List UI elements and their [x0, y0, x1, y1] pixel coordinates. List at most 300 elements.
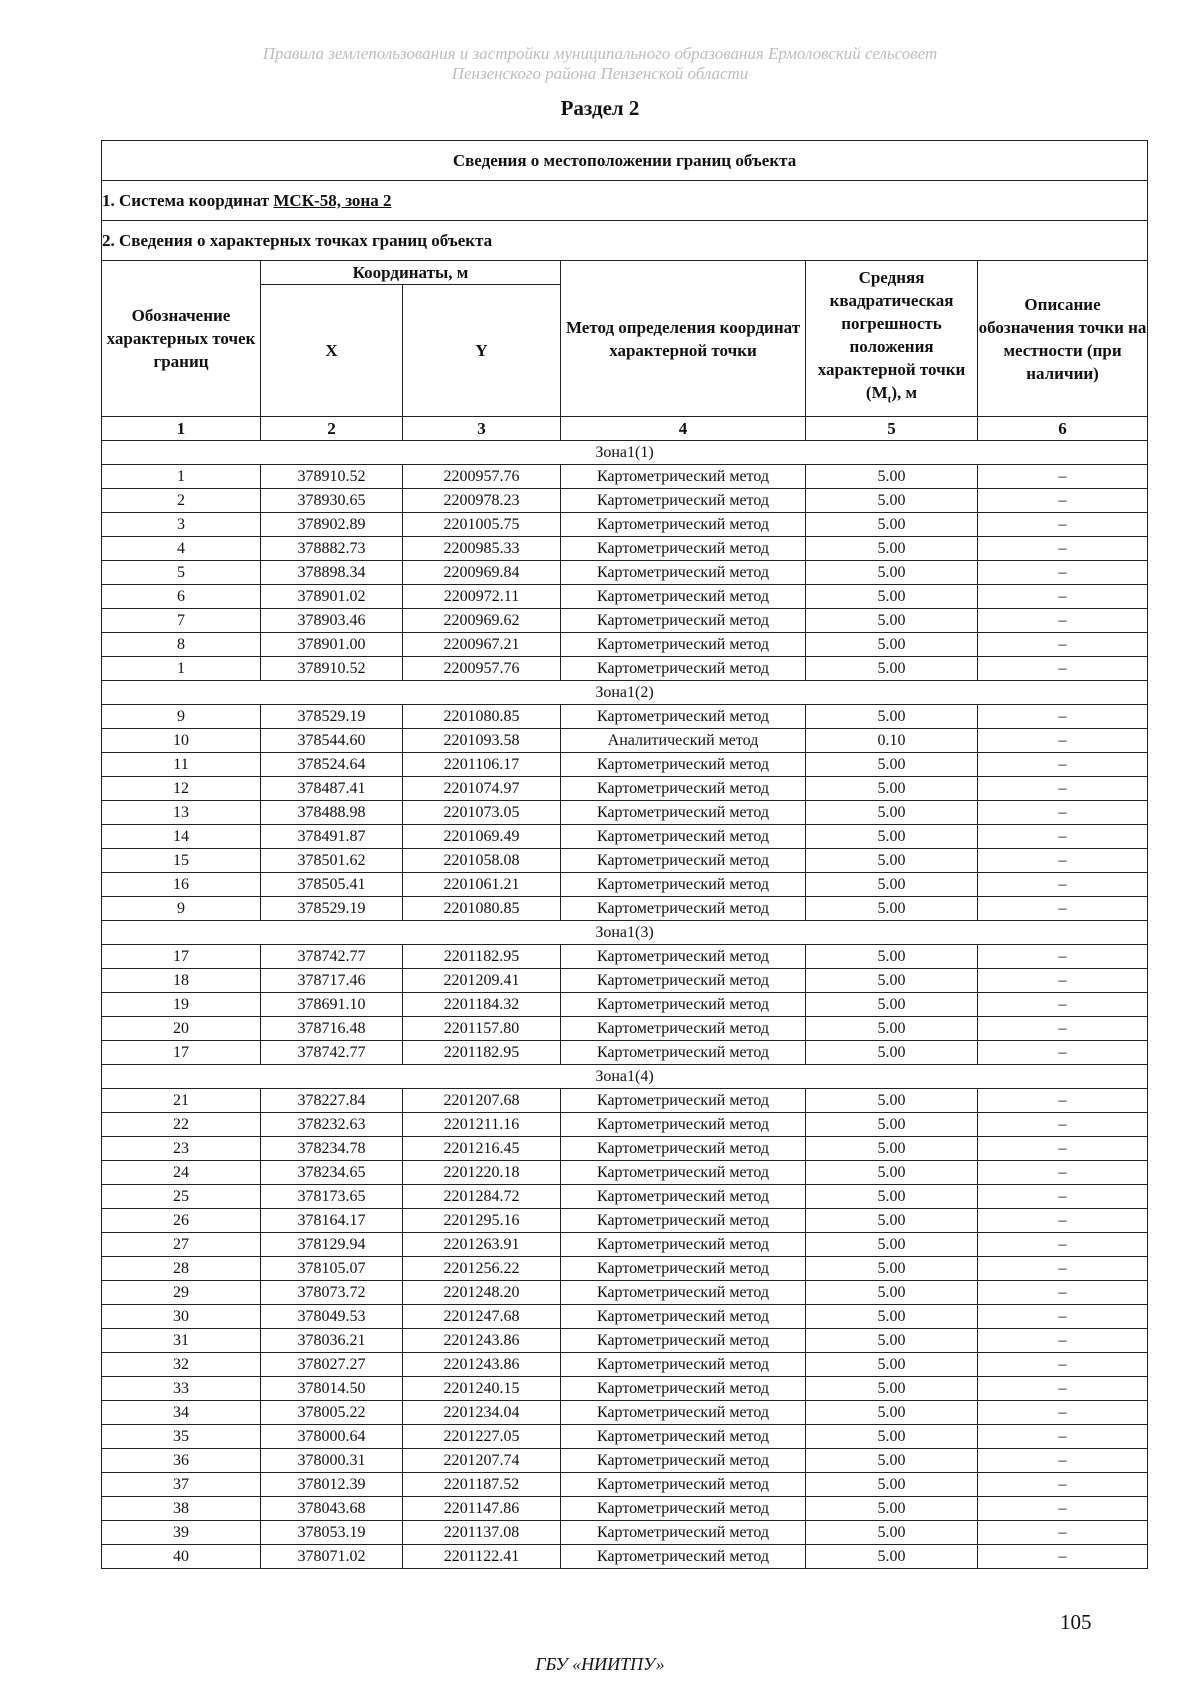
description-cell: – [978, 657, 1148, 681]
coord-system-value: МСК-58, зона 2 [273, 190, 392, 210]
table-row [102, 465, 1148, 489]
x-coord-cell: 378529.19 [261, 897, 403, 921]
table-row [102, 969, 1148, 993]
method-cell: Картометрический метод [561, 1161, 806, 1185]
description-cell: – [978, 705, 1148, 729]
method-cell: Картометрический метод [561, 993, 806, 1017]
table-row [102, 633, 1148, 657]
point-id-cell: 17 [102, 1041, 261, 1065]
x-coord-cell: 378488.98 [261, 801, 403, 825]
description-cell: – [978, 1329, 1148, 1353]
method-cell: Картометрический метод [561, 897, 806, 921]
point-id-cell: 33 [102, 1377, 261, 1401]
error-cell: 5.00 [806, 1233, 978, 1257]
method-cell: Картометрический метод [561, 1113, 806, 1137]
point-id-cell: 31 [102, 1329, 261, 1353]
y-coord-cell: 2201248.20 [403, 1281, 561, 1305]
method-cell: Картометрический метод [561, 1209, 806, 1233]
error-cell: 5.00 [806, 1497, 978, 1521]
zone-header-row [102, 921, 1148, 945]
running-header-line2: Пензенского района Пензенской области [451, 64, 749, 83]
y-coord-cell: 2201061.21 [403, 873, 561, 897]
header-error-suffix: ), м [891, 382, 918, 402]
method-cell: Картометрический метод [561, 1089, 806, 1113]
header-x: X [261, 285, 403, 417]
x-coord-cell: 378491.87 [261, 825, 403, 849]
method-cell: Картометрический метод [561, 1017, 806, 1041]
point-id-cell: 37 [102, 1473, 261, 1497]
x-coord-cell: 378901.00 [261, 633, 403, 657]
point-id-cell: 25 [102, 1185, 261, 1209]
column-number: 6 [978, 417, 1148, 441]
table-row [102, 1473, 1148, 1497]
x-coord-cell: 378053.19 [261, 1521, 403, 1545]
y-coord-cell: 2200969.84 [403, 561, 561, 585]
header-description: Описание обозначения точки на местности (при наличии) [978, 261, 1148, 417]
description-cell: – [978, 1185, 1148, 1209]
method-cell: Картометрический метод [561, 1401, 806, 1425]
error-cell: 5.00 [806, 1401, 978, 1425]
point-id-cell: 19 [102, 993, 261, 1017]
x-coord-cell: 378234.78 [261, 1137, 403, 1161]
x-coord-cell: 378717.46 [261, 969, 403, 993]
error-cell: 5.00 [806, 1113, 978, 1137]
description-cell: – [978, 1449, 1148, 1473]
x-coord-cell: 378882.73 [261, 537, 403, 561]
y-coord-cell: 2201234.04 [403, 1401, 561, 1425]
method-cell: Картометрический метод [561, 1281, 806, 1305]
points-title: 2. Сведения о характерных точках границ объекта [102, 221, 1148, 261]
description-cell: – [978, 945, 1148, 969]
error-cell: 5.00 [806, 1017, 978, 1041]
point-id-cell: 32 [102, 1353, 261, 1377]
x-coord-cell: 378691.10 [261, 993, 403, 1017]
table-row [102, 1041, 1148, 1065]
method-cell: Картометрический метод [561, 1425, 806, 1449]
zone-header-row [102, 1065, 1148, 1089]
table-row [102, 873, 1148, 897]
description-cell: – [978, 849, 1148, 873]
table-row [102, 1161, 1148, 1185]
method-cell: Картометрический метод [561, 1353, 806, 1377]
error-cell: 5.00 [806, 705, 978, 729]
header-error-text: Средняя квадратическая погрешность положения характерной точки (M [817, 267, 966, 402]
point-id-cell: 9 [102, 705, 261, 729]
zone-name: Зона1(3) [102, 921, 1148, 945]
point-id-cell: 12 [102, 777, 261, 801]
page-number: 105 [1060, 1610, 1092, 1634]
description-cell: – [978, 513, 1148, 537]
point-id-cell: 10 [102, 729, 261, 753]
point-id-cell: 11 [102, 753, 261, 777]
point-id-cell: 8 [102, 633, 261, 657]
error-cell: 5.00 [806, 801, 978, 825]
point-id-cell: 39 [102, 1521, 261, 1545]
y-coord-cell: 2201005.75 [403, 513, 561, 537]
method-cell: Картометрический метод [561, 609, 806, 633]
description-cell: – [978, 1473, 1148, 1497]
zone-name: Зона1(1) [102, 441, 1148, 465]
y-coord-cell: 2201184.32 [403, 993, 561, 1017]
y-coord-cell: 2201074.97 [403, 777, 561, 801]
running-header [100, 44, 1100, 84]
description-cell: – [978, 873, 1148, 897]
error-cell: 5.00 [806, 1329, 978, 1353]
description-cell: – [978, 753, 1148, 777]
method-cell: Картометрический метод [561, 1473, 806, 1497]
method-cell: Картометрический метод [561, 465, 806, 489]
zone-header-row [102, 681, 1148, 705]
method-cell: Картометрический метод [561, 801, 806, 825]
point-id-cell: 13 [102, 801, 261, 825]
description-cell: – [978, 1305, 1148, 1329]
x-coord-cell: 378910.52 [261, 465, 403, 489]
x-coord-cell: 378105.07 [261, 1257, 403, 1281]
error-cell: 5.00 [806, 1305, 978, 1329]
table-row [102, 1545, 1148, 1569]
error-cell: 5.00 [806, 1257, 978, 1281]
y-coord-cell: 2201243.86 [403, 1353, 561, 1377]
y-coord-cell: 2201227.05 [403, 1425, 561, 1449]
description-cell: – [978, 993, 1148, 1017]
description-cell: – [978, 609, 1148, 633]
y-coord-cell: 2201240.15 [403, 1377, 561, 1401]
table-row [102, 1185, 1148, 1209]
description-cell: – [978, 825, 1148, 849]
x-coord-cell: 378898.34 [261, 561, 403, 585]
point-id-cell: 28 [102, 1257, 261, 1281]
method-cell: Картометрический метод [561, 1305, 806, 1329]
method-cell: Картометрический метод [561, 849, 806, 873]
x-coord-cell: 378012.39 [261, 1473, 403, 1497]
point-id-cell: 1 [102, 465, 261, 489]
running-header-line1: Правила землепользования и застройки муниципального образования Ермоловский сельсовет [262, 44, 938, 63]
error-cell: 5.00 [806, 753, 978, 777]
method-cell: Картометрический метод [561, 489, 806, 513]
description-cell: – [978, 1041, 1148, 1065]
x-coord-cell: 378005.22 [261, 1401, 403, 1425]
error-cell: 5.00 [806, 633, 978, 657]
point-id-cell: 40 [102, 1545, 261, 1569]
table-row [102, 609, 1148, 633]
error-cell: 5.00 [806, 1137, 978, 1161]
error-cell: 5.00 [806, 561, 978, 585]
description-cell: – [978, 1545, 1148, 1569]
y-coord-cell: 2201069.49 [403, 825, 561, 849]
y-coord-cell: 2201211.16 [403, 1113, 561, 1137]
x-coord-cell: 378036.21 [261, 1329, 403, 1353]
table-row [102, 1113, 1148, 1137]
description-cell: – [978, 1281, 1148, 1305]
column-number: 1 [102, 417, 261, 441]
x-coord-cell: 378027.27 [261, 1353, 403, 1377]
method-cell: Картометрический метод [561, 1329, 806, 1353]
error-cell: 5.00 [806, 1161, 978, 1185]
description-cell: – [978, 1089, 1148, 1113]
table-row [102, 537, 1148, 561]
point-id-cell: 14 [102, 825, 261, 849]
table-row [102, 561, 1148, 585]
point-id-cell: 30 [102, 1305, 261, 1329]
point-id-cell: 34 [102, 1401, 261, 1425]
header-y: Y [403, 285, 561, 417]
method-cell: Картометрический метод [561, 537, 806, 561]
table-row [102, 489, 1148, 513]
x-coord-cell: 378487.41 [261, 777, 403, 801]
error-cell: 5.00 [806, 585, 978, 609]
table-row [102, 1137, 1148, 1161]
point-id-cell: 38 [102, 1497, 261, 1521]
y-coord-cell: 2201147.86 [403, 1497, 561, 1521]
y-coord-cell: 2200957.76 [403, 657, 561, 681]
description-cell: – [978, 1401, 1148, 1425]
table-row [102, 1425, 1148, 1449]
error-cell: 5.00 [806, 1521, 978, 1545]
description-cell: – [978, 561, 1148, 585]
error-cell: 5.00 [806, 969, 978, 993]
description-cell: – [978, 1257, 1148, 1281]
x-coord-cell: 378742.77 [261, 1041, 403, 1065]
point-id-cell: 3 [102, 513, 261, 537]
table-row [102, 849, 1148, 873]
y-coord-cell: 2201182.95 [403, 1041, 561, 1065]
point-id-cell: 36 [102, 1449, 261, 1473]
x-coord-cell: 378071.02 [261, 1545, 403, 1569]
x-coord-cell: 378903.46 [261, 609, 403, 633]
table-row [102, 1281, 1148, 1305]
y-coord-cell: 2201209.41 [403, 969, 561, 993]
error-cell: 5.00 [806, 945, 978, 969]
table-row [102, 1257, 1148, 1281]
table-row [102, 585, 1148, 609]
point-id-cell: 5 [102, 561, 261, 585]
y-coord-cell: 2200967.21 [403, 633, 561, 657]
error-cell: 5.00 [806, 489, 978, 513]
error-cell: 5.00 [806, 1185, 978, 1209]
table-row [102, 1353, 1148, 1377]
x-coord-cell: 378000.64 [261, 1425, 403, 1449]
y-coord-cell: 2201207.74 [403, 1449, 561, 1473]
description-cell: – [978, 1497, 1148, 1521]
x-coord-cell: 378234.65 [261, 1161, 403, 1185]
error-cell: 5.00 [806, 465, 978, 489]
error-cell: 5.00 [806, 1089, 978, 1113]
x-coord-cell: 378524.64 [261, 753, 403, 777]
error-cell: 5.00 [806, 1425, 978, 1449]
point-id-cell: 26 [102, 1209, 261, 1233]
method-cell: Картометрический метод [561, 1137, 806, 1161]
error-cell: 5.00 [806, 1209, 978, 1233]
table-row [102, 729, 1148, 753]
y-coord-cell: 2201080.85 [403, 897, 561, 921]
x-coord-cell: 378544.60 [261, 729, 403, 753]
y-coord-cell: 2201106.17 [403, 753, 561, 777]
error-cell: 5.00 [806, 609, 978, 633]
error-cell: 5.00 [806, 1449, 978, 1473]
point-id-cell: 29 [102, 1281, 261, 1305]
point-id-cell: 23 [102, 1137, 261, 1161]
description-cell: – [978, 801, 1148, 825]
error-cell: 5.00 [806, 657, 978, 681]
header-error [806, 261, 978, 417]
description-cell: – [978, 1425, 1148, 1449]
description-cell: – [978, 1521, 1148, 1545]
point-id-cell: 2 [102, 489, 261, 513]
column-number: 4 [561, 417, 806, 441]
y-coord-cell: 2201187.52 [403, 1473, 561, 1497]
method-cell: Картометрический метод [561, 1545, 806, 1569]
error-cell: 5.00 [806, 1473, 978, 1497]
error-cell: 0.10 [806, 729, 978, 753]
point-id-cell: 9 [102, 897, 261, 921]
description-cell: – [978, 969, 1148, 993]
table-row [102, 1089, 1148, 1113]
error-cell: 5.00 [806, 537, 978, 561]
point-id-cell: 35 [102, 1425, 261, 1449]
column-number: 3 [403, 417, 561, 441]
header-method: Метод определения координат характерной точки [561, 261, 806, 417]
coord-system-row [102, 181, 1148, 221]
point-id-cell: 16 [102, 873, 261, 897]
method-cell: Аналитический метод [561, 729, 806, 753]
error-cell: 5.00 [806, 1041, 978, 1065]
y-coord-cell: 2201122.41 [403, 1545, 561, 1569]
method-cell: Картометрический метод [561, 969, 806, 993]
column-number-row [102, 417, 1148, 441]
description-cell: – [978, 1209, 1148, 1233]
point-id-cell: 22 [102, 1113, 261, 1137]
boundary-points-table [101, 140, 1148, 1569]
point-id-cell: 7 [102, 609, 261, 633]
method-cell: Картометрический метод [561, 561, 806, 585]
x-coord-cell: 378014.50 [261, 1377, 403, 1401]
point-id-cell: 15 [102, 849, 261, 873]
table-row [102, 1401, 1148, 1425]
method-cell: Картометрический метод [561, 873, 806, 897]
y-coord-cell: 2201207.68 [403, 1089, 561, 1113]
description-cell: – [978, 465, 1148, 489]
y-coord-cell: 2201284.72 [403, 1185, 561, 1209]
method-cell: Картометрический метод [561, 1185, 806, 1209]
x-coord-cell: 378501.62 [261, 849, 403, 873]
error-cell: 5.00 [806, 1545, 978, 1569]
y-coord-cell: 2201080.85 [403, 705, 561, 729]
method-cell: Картометрический метод [561, 753, 806, 777]
method-cell: Картометрический метод [561, 1521, 806, 1545]
y-coord-cell: 2201243.86 [403, 1329, 561, 1353]
description-cell: – [978, 633, 1148, 657]
method-cell: Картометрический метод [561, 1497, 806, 1521]
header-coordinates: Координаты, м [261, 261, 561, 285]
description-cell: – [978, 585, 1148, 609]
table-row [102, 993, 1148, 1017]
method-cell: Картометрический метод [561, 825, 806, 849]
table-row [102, 1329, 1148, 1353]
y-coord-cell: 2201137.08 [403, 1521, 561, 1545]
x-coord-cell: 378227.84 [261, 1089, 403, 1113]
footer: ГБУ «НИИТПУ» [535, 1654, 665, 1674]
x-coord-cell: 378716.48 [261, 1017, 403, 1041]
x-coord-cell: 378742.77 [261, 945, 403, 969]
error-cell: 5.00 [806, 1281, 978, 1305]
error-cell: 5.00 [806, 897, 978, 921]
x-coord-cell: 378930.65 [261, 489, 403, 513]
y-coord-cell: 2200978.23 [403, 489, 561, 513]
section-title: Раздел 2 [560, 96, 640, 120]
x-coord-cell: 378529.19 [261, 705, 403, 729]
error-cell: 5.00 [806, 513, 978, 537]
method-cell: Картометрический метод [561, 633, 806, 657]
method-cell: Картометрический метод [561, 705, 806, 729]
table-row [102, 1449, 1148, 1473]
point-id-cell: 4 [102, 537, 261, 561]
point-id-cell: 17 [102, 945, 261, 969]
table-title: Сведения о местоположении границ объекта [102, 141, 1148, 181]
x-coord-cell: 378129.94 [261, 1233, 403, 1257]
method-cell: Картометрический метод [561, 1257, 806, 1281]
y-coord-cell: 2201263.91 [403, 1233, 561, 1257]
x-coord-cell: 378073.72 [261, 1281, 403, 1305]
method-cell: Картометрический метод [561, 657, 806, 681]
method-cell: Картометрический метод [561, 945, 806, 969]
point-id-cell: 27 [102, 1233, 261, 1257]
table-row [102, 897, 1148, 921]
error-cell: 5.00 [806, 873, 978, 897]
y-coord-cell: 2200957.76 [403, 465, 561, 489]
column-number: 5 [806, 417, 978, 441]
table-row [102, 825, 1148, 849]
description-cell: – [978, 1233, 1148, 1257]
error-cell: 5.00 [806, 849, 978, 873]
y-coord-cell: 2200972.11 [403, 585, 561, 609]
x-coord-cell: 378902.89 [261, 513, 403, 537]
table-row [102, 1233, 1148, 1257]
table-row [102, 513, 1148, 537]
table-row [102, 801, 1148, 825]
point-id-cell: 18 [102, 969, 261, 993]
x-coord-cell: 378043.68 [261, 1497, 403, 1521]
y-coord-cell: 2200969.62 [403, 609, 561, 633]
zone-name: Зона1(4) [102, 1065, 1148, 1089]
column-number: 2 [261, 417, 403, 441]
description-cell: – [978, 1377, 1148, 1401]
header-error-sub: t [887, 393, 892, 406]
description-cell: – [978, 1137, 1148, 1161]
y-coord-cell: 2201157.80 [403, 1017, 561, 1041]
error-cell: 5.00 [806, 1377, 978, 1401]
header-designation: Обозначение характерных точек границ [102, 261, 261, 417]
point-id-cell: 6 [102, 585, 261, 609]
x-coord-cell: 378910.52 [261, 657, 403, 681]
table-row [102, 1377, 1148, 1401]
description-cell: – [978, 1161, 1148, 1185]
point-id-cell: 1 [102, 657, 261, 681]
method-cell: Картометрический метод [561, 1449, 806, 1473]
method-cell: Картометрический метод [561, 1377, 806, 1401]
y-coord-cell: 2201247.68 [403, 1305, 561, 1329]
description-cell: – [978, 777, 1148, 801]
table-row [102, 1521, 1148, 1545]
description-cell: – [978, 1353, 1148, 1377]
description-cell: – [978, 729, 1148, 753]
method-cell: Картометрический метод [561, 513, 806, 537]
table-row [102, 1017, 1148, 1041]
table-row [102, 777, 1148, 801]
table-row [102, 657, 1148, 681]
method-cell: Картометрический метод [561, 1233, 806, 1257]
description-cell: – [978, 897, 1148, 921]
error-cell: 5.00 [806, 777, 978, 801]
